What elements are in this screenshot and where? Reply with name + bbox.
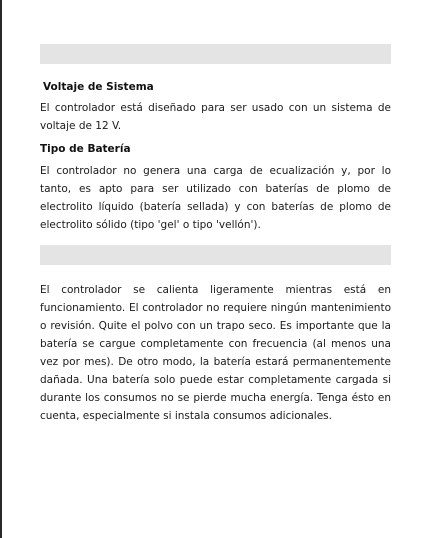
section-header-bar-middle xyxy=(40,245,391,265)
paragraph-mantenimiento: El controlador se calienta ligeramente mientras está en funcionamiento. El controlador no requiere ningún mantenimiento o revisión. Quite el polvo con un trapo seco. Es importante que la batería se cargue completamente con frecuencia (al menos una vez por mes). De otro modo, la batería estará permanentemente dañada. Una batería solo puede estar completamente cargada si durante los consumos no se pierde mucha energía. Tenga ésto en cuenta, especialmente si instala consumos adicionales. xyxy=(40,284,391,422)
section-header-bar-top xyxy=(40,44,391,64)
heading-voltaje-de-sistema: Voltaje de Sistema xyxy=(43,81,154,93)
paragraph-tipo-de-bateria: El controlador no genera una carga de ecualización y, por lo tanto, es apto para ser utilizado con baterías de plomo de electrolito líquido (batería sellada) y con baterías de plomo de electrolito sólido (tipo 'gel' o tipo 'vellón'). xyxy=(40,165,391,231)
page-left-border xyxy=(0,0,2,538)
heading-tipo-de-bateria: Tipo de Batería xyxy=(40,143,131,155)
paragraph-voltaje-de-sistema: El controlador está diseñado para ser usado con un sistema de voltaje de 12 V. xyxy=(40,102,391,132)
